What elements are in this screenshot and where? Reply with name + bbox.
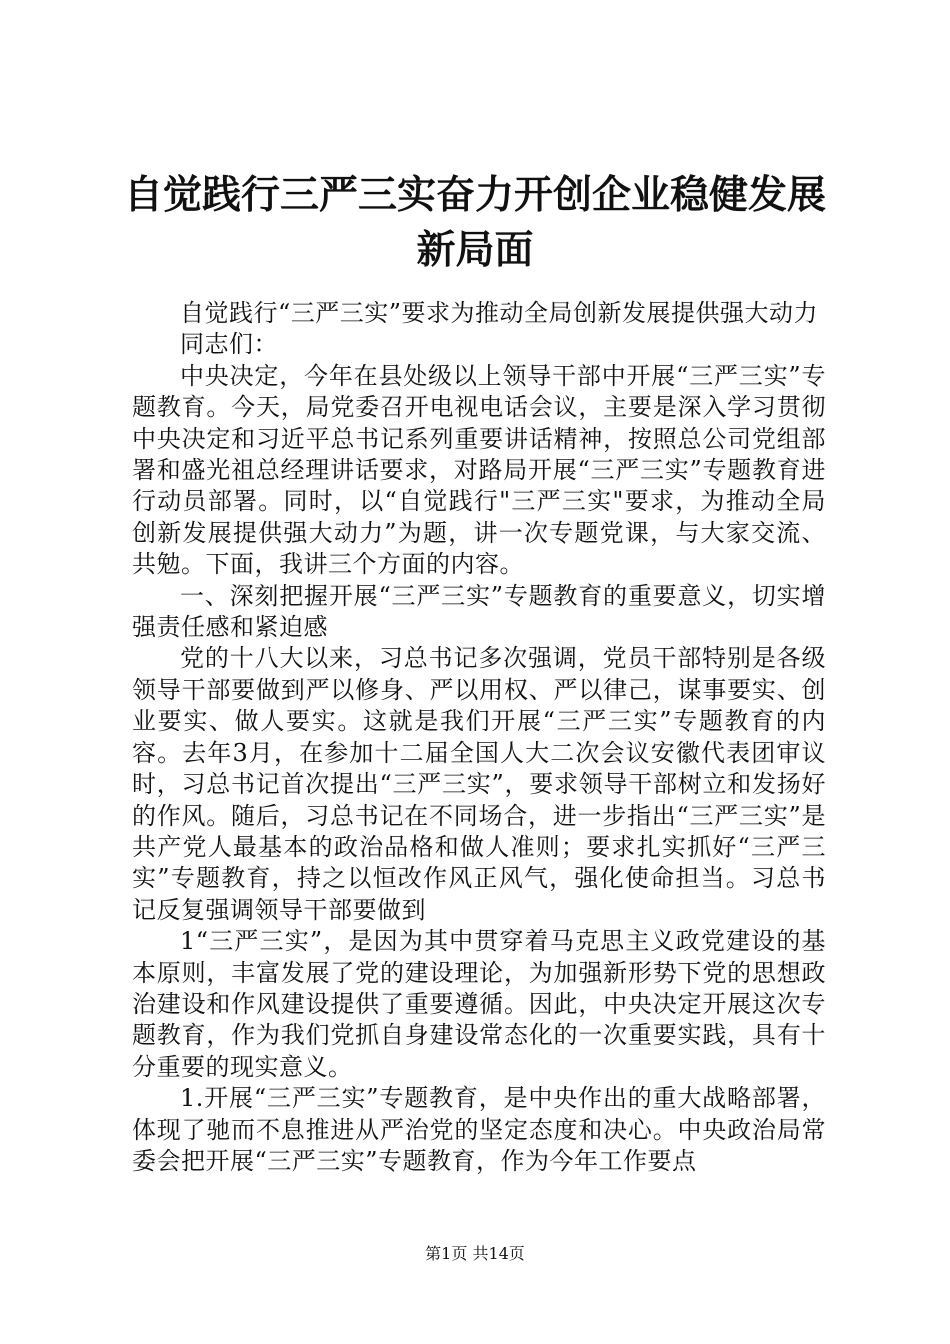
body-paragraph: 中央决定，今年在县处级以上领导干部中开展“三严三实”专题教育。今天，局党委召开电视电话会议，主要是深入学习贯彻中央决定和习近平总书记系列重要讲话精神，按照总公司党组部署和盛光祖总经理讲话要求，对路局开展“三严三实”专题教育进行动员部署。同时，以“自觉践行"三严三实"要求，为推动全局创新发展提供强大动力”为题，讲一次专题党课，与大家交流、共勉。下面，我讲三个方面的内容。 <box>132 361 826 579</box>
section-heading: 一、深刻把握开展“三严三实”专题教育的重要意义，切实增强责任感和紧迫感 <box>132 581 826 642</box>
page-footer: 第1页 共14页 <box>425 1244 525 1263</box>
body-paragraph: 1.开展“三严三实”专题教育，是中央作出的重大战略部署，体现了驰而不息推进从严治党的坚定态度和决心。中央政治局常委会把开展“三严三实”专题教育，作为今年工作要点 <box>132 1084 826 1175</box>
subtitle-paragraph: 自觉践行“三严三实”要求为推动全局创新发展提供强大动力 <box>180 299 819 327</box>
document-title: 自觉践行三严三实奋力开创企业稳健发展新局面 <box>123 172 826 273</box>
salutation-paragraph: 同志们： <box>180 330 278 359</box>
document-body <box>132 298 826 1177</box>
body-paragraph: 1“三严三实”，是因为其中贯穿着马克思主义政党建设的基本原则，丰富发展了党的建设理论，为加强新形势下党的思想政治建设和作风建设提供了重要遵循。因此，中央决定开展这次专题教育，作为我们党抓自身建设常态化的一次重要实践，具有十分重要的现实意义。 <box>132 927 826 1081</box>
body-paragraph: 党的十八大以来，习总书记多次强调，党员干部特别是各级领导干部要做到严以修身、严以用权、严以律己，谋事要实、创业要实、做人要实。这就是我们开展“三严三实”专题教育的内容。去年3月，在参加十二届全国人大二次会议安徽代表团审议时，习总书记首次提出“三严三实”，要求领导干部树立和发扬好的作风。随后，习总书记在不同场合，进一步指出“三严三实”是共产党人最基本的政治品格和做人准则；要求扎实抓好“三严三实”专题教育，持之以恒改作风正风气，强化使命担当。习总书记反复强调领导干部要做到 <box>132 644 826 924</box>
